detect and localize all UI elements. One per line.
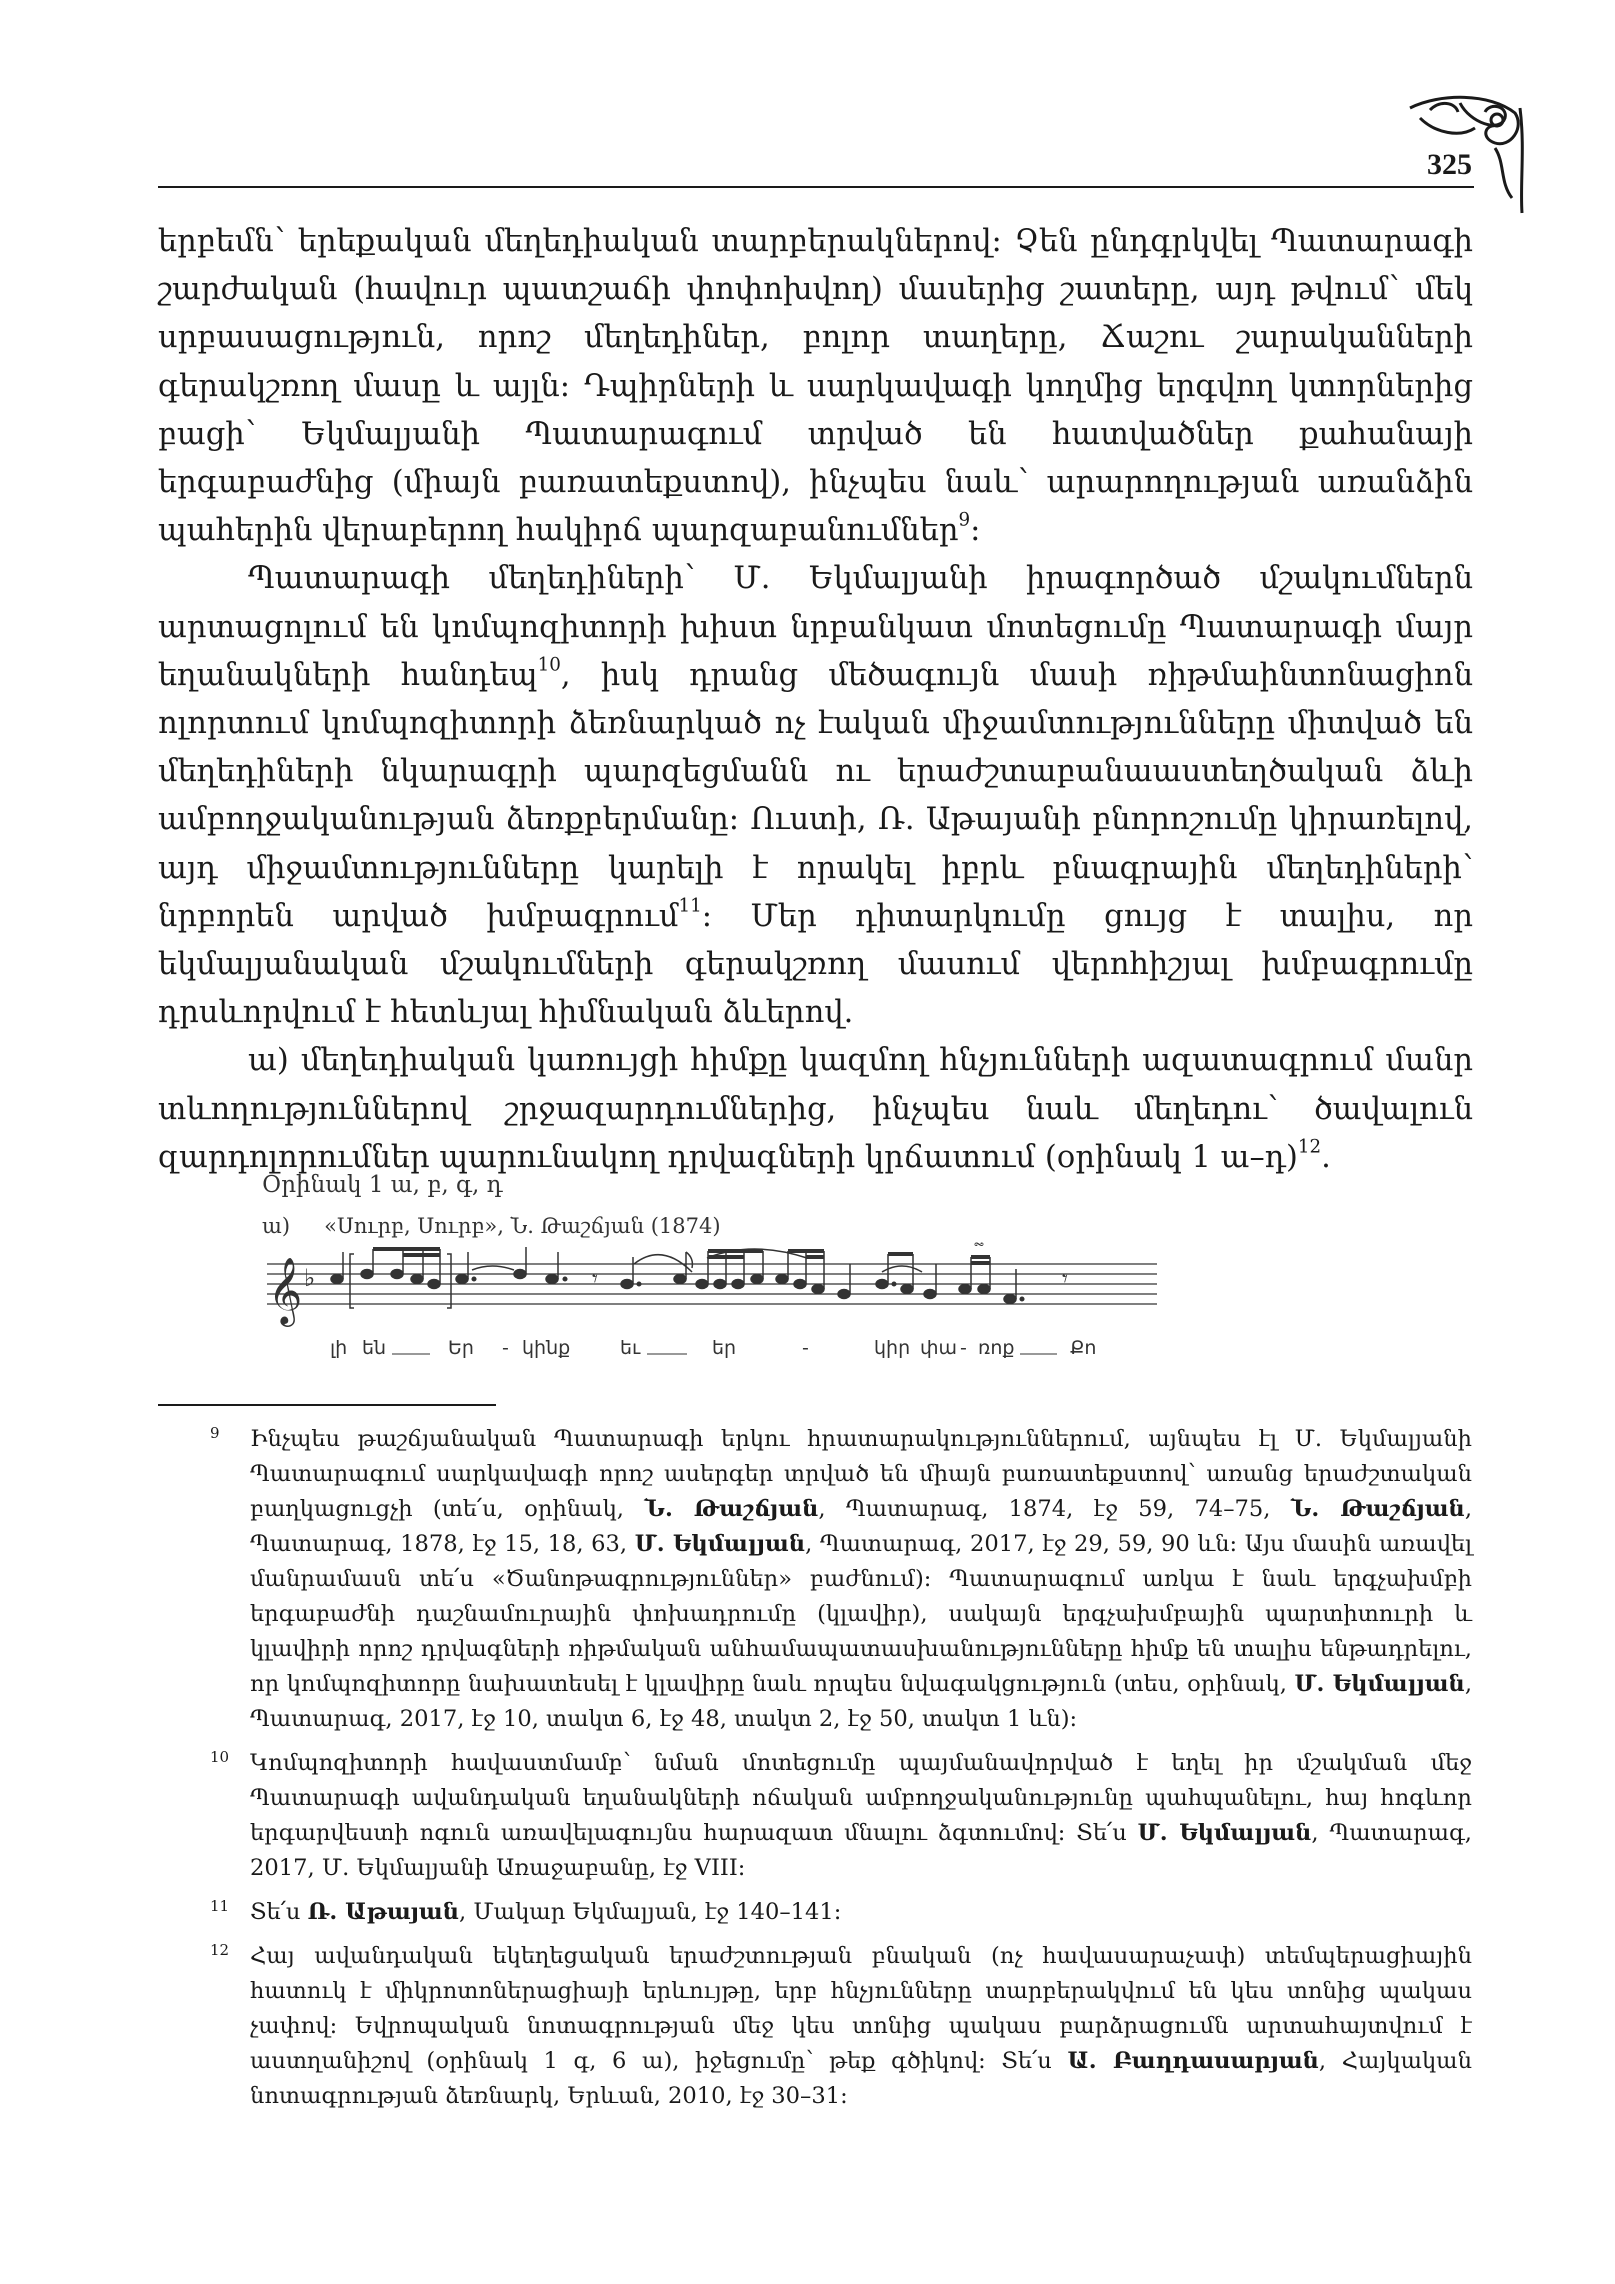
lyric-syllable: եր	[712, 1337, 737, 1359]
lyric-syllable: լի	[330, 1337, 348, 1359]
footnote-12: 12 Հայ ավանդական եկեղեցական երաժշտության բնական (ոչ հավասարաչափ) տեմպերացիային հատուկ է միկրոտոներացիայի երևույթը, երբ հնչյունները տարբերակվում են կես տոնից պակաս չափով: Եվրոպական նոտագրության մեջ կես տոնից պակաս բարձրացումն արտահայտվում է աստղանիշով (օրինակ 1 գ, 6 ա), իջեցումը՝ թեք գծիկով: Տե՛ս Ա. Բաղդասարյան, Հայկական նոտագրության ձեռնարկ, Երևան, 2010, էջ 30–31:	[210, 1939, 1472, 2114]
footnote-number: 12	[210, 1941, 230, 1959]
footnote-10: 10 Կոմպոզիտորի հավաստմամբ՝ նման մոտեցումը պայմանավորված է եղել իր մշակման մեջ Պատարագի ավանդական եղանակների ոճական ամբողջականությունը պահպանելու, հայ հոգևոր երգարվեստի ոգուն առավելագույնս հարազատ մնալու ձգտումով: Տե՛ս Մ. Եկմալյան, Պատարագ, 2017, Մ. Եկմալյանի Առաջաբանը, էջ VIII:	[210, 1746, 1472, 1886]
lyric-syllable: եւ	[620, 1337, 641, 1359]
lyric-syllable: Եր	[448, 1337, 474, 1359]
lyric-syllable: փա	[920, 1337, 958, 1359]
footnote-number: 10	[210, 1748, 230, 1766]
example-subtitle	[262, 1214, 721, 1238]
footnote-ref-12[interactable]: 12	[1297, 1136, 1322, 1158]
treble-clef-icon: 𝄞	[268, 1256, 303, 1324]
lyric-syllable: -	[502, 1337, 509, 1359]
main-text	[158, 218, 1473, 1182]
footnote-separator	[158, 1404, 496, 1406]
page-number: 325	[1427, 148, 1472, 181]
lyric-syllable: Քո	[1070, 1337, 1097, 1359]
lyric-syllable: ռոք	[978, 1337, 1015, 1359]
paragraph-1: երբեմն՝ երեքական մեղեդիական տարբերակներով: Չեն ընդգրկվել Պատարագի շարժական (հավուր պատշաճի փոփոխվող) մասերից շատերը, այդ թվում՝ մեկ սրբասացություն, որոշ մեղեդիներ, բոլոր տաղերը, Ճաշու շարականների գերակշռող մասը և այլն: Դպիրների և սարկավագի կողմից երգվող կտորներից բացի՝ Եկմալյանի Պատարագում տրված են հատվածներ քահանայի երգաբաժնից (միայն բառատեքստով), ինչպես նաև՝ արարողության առանձին պահերին վերաբերող հակիրճ պարզաբանումներ$^9$:	[158, 224, 1473, 549]
music-example	[262, 1172, 1162, 1377]
lyric-syllable: են	[362, 1337, 387, 1359]
lyric-syllable: կինք	[522, 1337, 571, 1359]
paragraph-2: Պատարագի մեղեդիների՝ Մ. Եկմալյանի իրագործած մշակումներն արտացոլում են կոմպոզիտորի խիստ նրբանկատ մոտեցումը Պատարագի մայր եղանակների հանդեպ$^{10}$, իսկ դրանց մեծագույն մասի ռիթմաինտոնացիոն ոլորտում կոմպոզիտորի ձեռնարկած ոչ էական միջամտությունները միտված են մեղեդիների նկարագրի պարզեցմանն ու երաժշտաբանաաստեղծական ձևի ամբողջականության ձեռքբերմանը: Ուստի, Ռ. Աթայանի բնորոշումը կիրառելով, այդ միջամտությունները կարելի է որակել իբրև բնագրային մեղեդիների՝ նրբորեն արված խմբագրում$^{11}$: Մեր դիտարկումը ցույց է տալիս, որ եկմալյանական մշակումների գերակշռող մասում վերոհիշյալ խմբագրումը դրսևորվում է հետևյալ հիմնական ձևերով.	[158, 561, 1473, 1031]
footnote-9: 9 Ինչպես թաշճյանական Պատարագի երկու հրատարակություններում, այնպես էլ Մ. Եկմալյանի Պատարագում սարկավագի որոշ ասերգեր տրված են միայն բառատեքստով՝ առանց երաժշտական բաղկացուցչի (տե՛ս, օրինակ, Ն. Թաշճյան, Պատարագ, 1874, էջ 59, 74–75, Ն. Թաշճյան, Պատարագ, 1878, էջ 15, 18, 63, Մ. Եկմալյան, Պատարագ, 2017, էջ 29, 59, 90 ևն: Այս մասին առավել մանրամասն տե՛ս «Ծանոթագրություններ» բաժնում): Պատարագում առկա է նաև երգչախմբի երգաբաժնի դաշնամուրային փոխադրումը (կլավիր), սակայն երգչախմբային պարտիտուրի և կլավիրի որոշ դրվագների ռիթմական անհամապատասխանությունները հիմք են տալիս ենթադրելու, որ կոմպոզիտորը նախատեսել է կլավիրը նաև որպես նվագակցություն (տես, օրինակ, Մ. Եկմալյան, Պատարագ, 2017, էջ 10, տակտ 6, էջ 48, տակտ 2, էջ 50, տակտ 1 ևն):	[210, 1422, 1472, 1737]
music-staff	[262, 1242, 1162, 1377]
footnote-number: 9	[210, 1424, 220, 1442]
notes	[331, 1242, 1068, 1308]
svg-text:𝄾: 𝄾	[1062, 1267, 1068, 1292]
footnote-ref-10[interactable]: 10	[537, 654, 561, 676]
lyric-syllable: -	[960, 1337, 967, 1359]
flat-key-icon: ♭	[304, 1264, 316, 1292]
svg-text:𝆗: 𝆗	[974, 1242, 984, 1253]
paragraph-3: ա) մեղեդիական կառույցի հիմքը կազմող հնչյունների ազատագրում մանր տևողություններով շրջազարդումներից, ինչպես նաև մեղեդու՝ ծավալուն զարդոլորումներ պարունակող դրվագների կրճատում (օրինակ 1 ա–դ)$^{12}$.	[158, 1043, 1473, 1175]
footnote-ref-11[interactable]: 11	[678, 895, 702, 917]
footnotes	[210, 1422, 1472, 2123]
footnote-number: 11	[210, 1897, 230, 1915]
example-source: «Սուրբ, Սուրբ», Ն. Թաշճյան (1874)	[324, 1214, 721, 1238]
lyric-syllable: -	[802, 1337, 809, 1359]
footnote-11: 11 Տե՛ս Ռ. Աթայան, Մակար Եկմալյան, էջ 140–141:	[210, 1895, 1472, 1930]
example-label: ա)	[262, 1214, 291, 1238]
svg-text:𝄾: 𝄾	[592, 1267, 598, 1292]
lyric-syllable: կիր	[874, 1337, 911, 1359]
footnote-ref-9[interactable]: 9	[958, 509, 971, 531]
header-rule	[158, 186, 1474, 188]
example-title: Օրինակ 1 ա, բ, գ, դ	[262, 1172, 503, 1198]
